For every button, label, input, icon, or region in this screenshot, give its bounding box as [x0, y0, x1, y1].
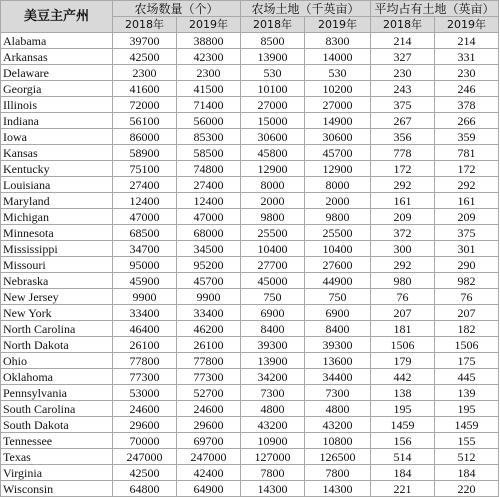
value-cell: 30600	[305, 129, 371, 145]
value-cell: 45700	[177, 273, 241, 289]
table-row	[1, 81, 499, 97]
value-cell: 138	[371, 385, 435, 401]
table-row	[1, 129, 499, 145]
value-cell: 292	[371, 257, 435, 273]
table-row	[1, 385, 499, 401]
value-cell: 209	[435, 209, 499, 225]
value-cell: 220	[435, 481, 499, 497]
value-cell: 46400	[113, 321, 177, 337]
table-row	[1, 369, 499, 385]
value-cell: 356	[371, 129, 435, 145]
value-cell: 750	[305, 289, 371, 305]
state-name-cell: Texas	[1, 449, 113, 465]
value-cell: 14000	[305, 49, 371, 65]
state-name-cell: Louisiana	[1, 177, 113, 193]
table-row	[1, 289, 499, 305]
value-cell: 75100	[113, 161, 177, 177]
value-cell: 1459	[371, 417, 435, 433]
table-row	[1, 321, 499, 337]
value-cell: 9900	[177, 289, 241, 305]
state-name-cell: South Dakota	[1, 417, 113, 433]
value-cell: 247000	[177, 449, 241, 465]
table-row	[1, 225, 499, 241]
value-cell: 2000	[241, 193, 305, 209]
value-cell: 7300	[241, 385, 305, 401]
value-cell: 34500	[177, 241, 241, 257]
value-cell: 33400	[113, 305, 177, 321]
state-name-cell: Alabama	[1, 33, 113, 49]
header-farm-count: 农场数量（个）	[113, 1, 241, 17]
value-cell: 292	[435, 177, 499, 193]
value-cell: 207	[371, 305, 435, 321]
value-cell: 27600	[305, 257, 371, 273]
state-name-cell: Pennsylvania	[1, 385, 113, 401]
value-cell: 266	[435, 113, 499, 129]
value-cell: 56100	[113, 113, 177, 129]
state-name-cell: Missouri	[1, 257, 113, 273]
value-cell: 72000	[113, 97, 177, 113]
value-cell: 1459	[435, 417, 499, 433]
value-cell: 13600	[305, 353, 371, 369]
value-cell: 6900	[305, 305, 371, 321]
value-cell: 8400	[241, 321, 305, 337]
value-cell: 24600	[177, 401, 241, 417]
value-cell: 4800	[241, 401, 305, 417]
value-cell: 24600	[113, 401, 177, 417]
value-cell: 39700	[113, 33, 177, 49]
value-cell: 42500	[113, 465, 177, 481]
header-group-row	[1, 1, 499, 17]
value-cell: 33400	[177, 305, 241, 321]
value-cell: 9800	[305, 209, 371, 225]
value-cell: 10800	[305, 433, 371, 449]
value-cell: 8000	[305, 177, 371, 193]
table-row	[1, 257, 499, 273]
state-name-cell: Indiana	[1, 113, 113, 129]
value-cell: 6900	[241, 305, 305, 321]
value-cell: 13900	[241, 353, 305, 369]
value-cell: 12400	[177, 193, 241, 209]
value-cell: 8300	[305, 33, 371, 49]
value-cell: 42500	[113, 49, 177, 65]
header-year: 2019年	[435, 17, 499, 33]
table-row	[1, 97, 499, 113]
value-cell: 45800	[241, 145, 305, 161]
value-cell: 68000	[177, 225, 241, 241]
value-cell: 70000	[113, 433, 177, 449]
value-cell: 378	[435, 97, 499, 113]
value-cell: 247000	[113, 449, 177, 465]
table-row	[1, 145, 499, 161]
value-cell: 47000	[113, 209, 177, 225]
value-cell: 25500	[305, 225, 371, 241]
header-farm-land: 农场土地（千英亩）	[241, 1, 371, 17]
table-row	[1, 177, 499, 193]
value-cell: 127000	[241, 449, 305, 465]
value-cell: 230	[371, 65, 435, 81]
value-cell: 14900	[305, 113, 371, 129]
value-cell: 7800	[305, 465, 371, 481]
table-row	[1, 337, 499, 353]
state-name-cell: New York	[1, 305, 113, 321]
value-cell: 56000	[177, 113, 241, 129]
value-cell: 10900	[241, 433, 305, 449]
value-cell: 359	[435, 129, 499, 145]
table-row	[1, 353, 499, 369]
value-cell: 12900	[241, 161, 305, 177]
value-cell: 43200	[241, 417, 305, 433]
state-name-cell: Mississippi	[1, 241, 113, 257]
header-state: 美豆主产州	[1, 1, 113, 33]
value-cell: 58900	[113, 145, 177, 161]
value-cell: 445	[435, 369, 499, 385]
value-cell: 29600	[177, 417, 241, 433]
value-cell: 12900	[305, 161, 371, 177]
value-cell: 41600	[113, 81, 177, 97]
header-year: 2018年	[371, 17, 435, 33]
value-cell: 982	[435, 273, 499, 289]
value-cell: 42300	[177, 49, 241, 65]
value-cell: 77300	[177, 369, 241, 385]
value-cell: 10200	[305, 81, 371, 97]
value-cell: 30600	[241, 129, 305, 145]
value-cell: 7300	[305, 385, 371, 401]
value-cell: 34700	[113, 241, 177, 257]
value-cell: 64800	[113, 481, 177, 497]
table-row	[1, 465, 499, 481]
value-cell: 39300	[241, 337, 305, 353]
table-row	[1, 305, 499, 321]
value-cell: 38800	[177, 33, 241, 49]
value-cell: 64900	[177, 481, 241, 497]
value-cell: 45700	[305, 145, 371, 161]
value-cell: 179	[371, 353, 435, 369]
value-cell: 27000	[305, 97, 371, 113]
table-row	[1, 65, 499, 81]
value-cell: 26100	[177, 337, 241, 353]
value-cell: 246	[435, 81, 499, 97]
value-cell: 77300	[113, 369, 177, 385]
value-cell: 7800	[241, 465, 305, 481]
value-cell: 207	[435, 305, 499, 321]
value-cell: 12400	[113, 193, 177, 209]
value-cell: 172	[435, 161, 499, 177]
value-cell: 267	[371, 113, 435, 129]
value-cell: 980	[371, 273, 435, 289]
value-cell: 375	[435, 225, 499, 241]
value-cell: 172	[371, 161, 435, 177]
table-row	[1, 161, 499, 177]
value-cell: 43200	[305, 417, 371, 433]
value-cell: 77800	[113, 353, 177, 369]
value-cell: 53000	[113, 385, 177, 401]
state-name-cell: New Jersey	[1, 289, 113, 305]
value-cell: 161	[371, 193, 435, 209]
table-row	[1, 433, 499, 449]
value-cell: 230	[435, 65, 499, 81]
state-name-cell: Wisconsin	[1, 481, 113, 497]
value-cell: 46200	[177, 321, 241, 337]
value-cell: 74800	[177, 161, 241, 177]
value-cell: 221	[371, 481, 435, 497]
value-cell: 45900	[113, 273, 177, 289]
value-cell: 300	[371, 241, 435, 257]
value-cell: 4800	[305, 401, 371, 417]
value-cell: 76	[371, 289, 435, 305]
value-cell: 69700	[177, 433, 241, 449]
table-row	[1, 273, 499, 289]
state-name-cell: South Carolina	[1, 401, 113, 417]
value-cell: 95200	[177, 257, 241, 273]
header-year: 2019年	[305, 17, 371, 33]
value-cell: 68500	[113, 225, 177, 241]
value-cell: 29600	[113, 417, 177, 433]
header-year: 2018年	[113, 17, 177, 33]
value-cell: 10400	[241, 241, 305, 257]
value-cell: 514	[371, 449, 435, 465]
value-cell: 86000	[113, 129, 177, 145]
value-cell: 442	[371, 369, 435, 385]
value-cell: 778	[371, 145, 435, 161]
state-name-cell: North Dakota	[1, 337, 113, 353]
value-cell: 126500	[305, 449, 371, 465]
value-cell: 512	[435, 449, 499, 465]
state-name-cell: Arkansas	[1, 49, 113, 65]
value-cell: 47000	[177, 209, 241, 225]
value-cell: 195	[435, 401, 499, 417]
value-cell: 530	[241, 65, 305, 81]
state-name-cell: Kansas	[1, 145, 113, 161]
value-cell: 2300	[113, 65, 177, 81]
value-cell: 195	[371, 401, 435, 417]
value-cell: 77800	[177, 353, 241, 369]
header-year: 2018年	[241, 17, 305, 33]
state-name-cell: Ohio	[1, 353, 113, 369]
value-cell: 184	[371, 465, 435, 481]
header-average-land: 平均占有土地（英亩）	[371, 1, 499, 17]
value-cell: 45000	[241, 273, 305, 289]
value-cell: 327	[371, 49, 435, 65]
value-cell: 10100	[241, 81, 305, 97]
value-cell: 26100	[113, 337, 177, 353]
value-cell: 95000	[113, 257, 177, 273]
value-cell: 781	[435, 145, 499, 161]
header-year: 2019年	[177, 17, 241, 33]
value-cell: 41500	[177, 81, 241, 97]
table-row	[1, 241, 499, 257]
value-cell: 8500	[241, 33, 305, 49]
state-name-cell: Michigan	[1, 209, 113, 225]
table-row	[1, 417, 499, 433]
value-cell: 8000	[241, 177, 305, 193]
state-name-cell: Tennessee	[1, 433, 113, 449]
value-cell: 14300	[305, 481, 371, 497]
value-cell: 25500	[241, 225, 305, 241]
value-cell: 9800	[241, 209, 305, 225]
value-cell: 209	[371, 209, 435, 225]
state-name-cell: Kentucky	[1, 161, 113, 177]
value-cell: 14300	[241, 481, 305, 497]
state-name-cell: North Carolina	[1, 321, 113, 337]
state-name-cell: Delaware	[1, 65, 113, 81]
value-cell: 39300	[305, 337, 371, 353]
state-name-cell: Oklahoma	[1, 369, 113, 385]
value-cell: 10400	[305, 241, 371, 257]
value-cell: 15000	[241, 113, 305, 129]
value-cell: 71400	[177, 97, 241, 113]
value-cell: 161	[435, 193, 499, 209]
value-cell: 2300	[177, 65, 241, 81]
value-cell: 27700	[241, 257, 305, 273]
table-body	[1, 33, 499, 497]
value-cell: 155	[435, 433, 499, 449]
value-cell: 181	[371, 321, 435, 337]
value-cell: 76	[435, 289, 499, 305]
value-cell: 27000	[241, 97, 305, 113]
table-row	[1, 209, 499, 225]
value-cell: 1506	[371, 337, 435, 353]
table-row	[1, 449, 499, 465]
table-row	[1, 481, 499, 497]
value-cell: 372	[371, 225, 435, 241]
value-cell: 34200	[241, 369, 305, 385]
value-cell: 290	[435, 257, 499, 273]
value-cell: 139	[435, 385, 499, 401]
value-cell: 182	[435, 321, 499, 337]
value-cell: 9900	[113, 289, 177, 305]
state-name-cell: Virginia	[1, 465, 113, 481]
value-cell: 1506	[435, 337, 499, 353]
value-cell: 301	[435, 241, 499, 257]
value-cell: 34400	[305, 369, 371, 385]
value-cell: 530	[305, 65, 371, 81]
table-row	[1, 113, 499, 129]
value-cell: 44900	[305, 273, 371, 289]
value-cell: 27400	[113, 177, 177, 193]
value-cell: 375	[371, 97, 435, 113]
state-name-cell: Illinois	[1, 97, 113, 113]
value-cell: 13900	[241, 49, 305, 65]
table-row	[1, 49, 499, 65]
value-cell: 750	[241, 289, 305, 305]
value-cell: 85300	[177, 129, 241, 145]
value-cell: 58500	[177, 145, 241, 161]
value-cell: 292	[371, 177, 435, 193]
value-cell: 42400	[177, 465, 241, 481]
value-cell: 214	[435, 33, 499, 49]
value-cell: 243	[371, 81, 435, 97]
value-cell: 184	[435, 465, 499, 481]
state-name-cell: Georgia	[1, 81, 113, 97]
table-row	[1, 401, 499, 417]
state-name-cell: Minnesota	[1, 225, 113, 241]
value-cell: 52700	[177, 385, 241, 401]
state-name-cell: Nebraska	[1, 273, 113, 289]
state-name-cell: Iowa	[1, 129, 113, 145]
value-cell: 156	[371, 433, 435, 449]
value-cell: 2000	[305, 193, 371, 209]
value-cell: 8400	[305, 321, 371, 337]
state-name-cell: Maryland	[1, 193, 113, 209]
table-row	[1, 193, 499, 209]
value-cell: 214	[371, 33, 435, 49]
value-cell: 331	[435, 49, 499, 65]
value-cell: 175	[435, 353, 499, 369]
value-cell: 27400	[177, 177, 241, 193]
table-row	[1, 33, 499, 49]
